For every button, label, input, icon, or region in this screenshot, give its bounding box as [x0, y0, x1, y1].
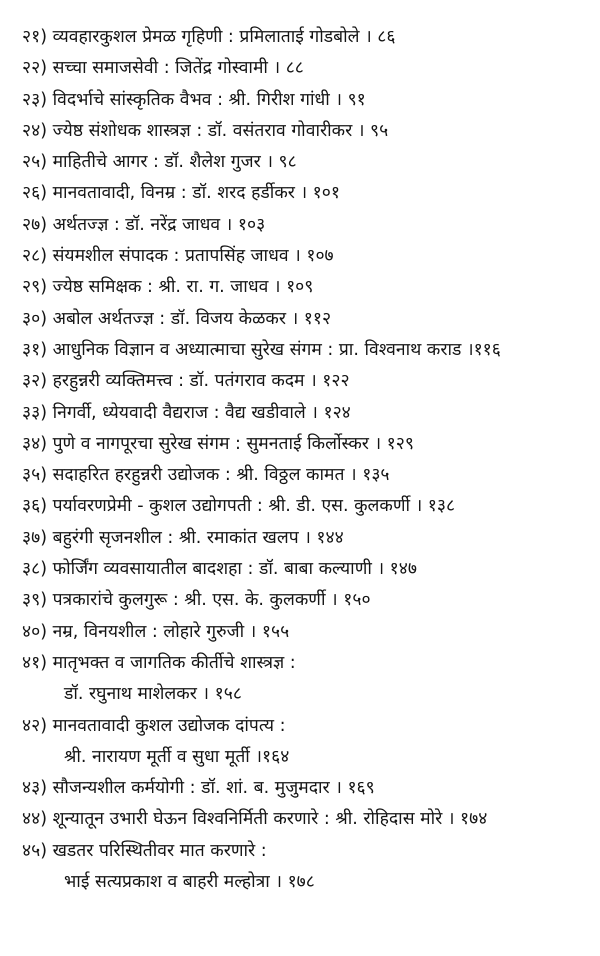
toc-entry: ४४) शून्यातून उभारी घेऊन विश्वनिर्मिती करणारे : श्री. रोहिदास मोरे । १७४ [22, 809, 488, 830]
toc-entry: २५) माहितीचे आगर : डॉ. शैलेश गुजर । ९८ [22, 152, 297, 173]
toc-entry: २७) अर्थतज्ज्ञ : डॉ. नरेंद्र जाधव । १०३ [22, 214, 266, 235]
toc-entry: ३२) हरहुन्नरी व्यक्तिमत्त्व : डॉ. पतंगराव कदम । १२२ [22, 371, 350, 392]
toc-entry: २१) व्यवहारकुशल प्रेमळ गृहिणी : प्रमिलाताई गोडबोले । ८६ [22, 27, 396, 47]
toc-entry: ३९) पत्रकारांचे कुलगुरू : श्री. एस. के. कुलकर्णी । १५० [22, 590, 371, 611]
toc-entry: ४२) मानवतावादी कुशल उद्योजक दांपत्य : [22, 715, 286, 736]
toc-entry: २६) मानवतावादी, विनम्र : डॉ. शरद हर्डीकर । १०१ [22, 183, 340, 204]
table-of-contents [22, 22, 598, 898]
toc-entry: २४) ज्येष्ठ संशोधक शास्त्रज्ञ : डॉ. वसंतराव गोवारीकर । ९५ [22, 120, 389, 141]
toc-entry-continuation: श्री. नारायण मूर्ती व सुधा मूर्ती ।१६४ [64, 746, 290, 767]
toc-entry: २९) ज्येष्ठ समिक्षक : श्री. रा. ग. जाधव । १०९ [22, 277, 314, 298]
toc-entry: ३८) फोर्जिंग व्यवसायातील बादशहा : डॉ. बाबा कल्याणी । १४७ [22, 559, 417, 580]
toc-entry: ३७) बहुरंगी सृजनशील : श्री. रमाकांत खलप । १४४ [22, 527, 344, 548]
toc-entry: ४३) सौजन्यशील कर्मयोगी : डॉ. शां. ब. मुजुमदार । १६९ [22, 778, 375, 799]
toc-entry: २२) सच्चा समाजसेवी : जितेंद्र गोस्वामी । ८८ [22, 58, 304, 79]
toc-entry: २३) विदर्भाचे सांस्कृतिक वैभव : श्री. गिरीश गांधी । ९१ [22, 89, 366, 110]
toc-entry-continuation: डॉ. रघुनाथ माशेलकर । १५८ [64, 684, 242, 705]
toc-entry: ३०) अबोल अर्थतज्ज्ञ : डॉ. विजय केळकर । ११२ [22, 308, 332, 329]
toc-entry: ४५) खडतर परिस्थितीवर मात करणारे : [22, 840, 267, 861]
toc-entry: ३३) निगर्वी, ध्येयवादी वैद्यराज : वैद्य खडीवाले । १२४ [22, 402, 351, 423]
toc-entry: ३४) पुणे व नागपूरचा सुरेख संगम : सुमनताई किर्लोस्कर । १२९ [22, 433, 414, 454]
toc-entry: ३१) आधुनिक विज्ञान व अध्यात्माचा सुरेख संगम : प्रा. विश्वनाथ कराड ।११६ [22, 339, 501, 360]
toc-entry: ३५) सदाहरित हरहुन्नरी उद्योजक : श्री. विठ्ठल कामत । १३५ [22, 465, 390, 486]
toc-entry: ४०) नम्र, विनयशील : लोहारे गुरुजी । १५५ [22, 621, 290, 642]
toc-entry: ३६) पर्यावरणप्रेमी - कुशल उद्योगपती : श्री. डी. एस. कुलकर्णी । १३८ [22, 496, 456, 517]
toc-entry: ४१) मातृभक्त व जागतिक कीर्तीचे शास्त्रज्ञ : [22, 652, 296, 673]
toc-entry-continuation: भाई सत्यप्रकाश व बाहरी मल्होत्रा । १७८ [64, 872, 315, 893]
toc-entry: २८) संयमशील संपादक : प्रतापसिंह जाधव । १०७ [22, 246, 334, 267]
